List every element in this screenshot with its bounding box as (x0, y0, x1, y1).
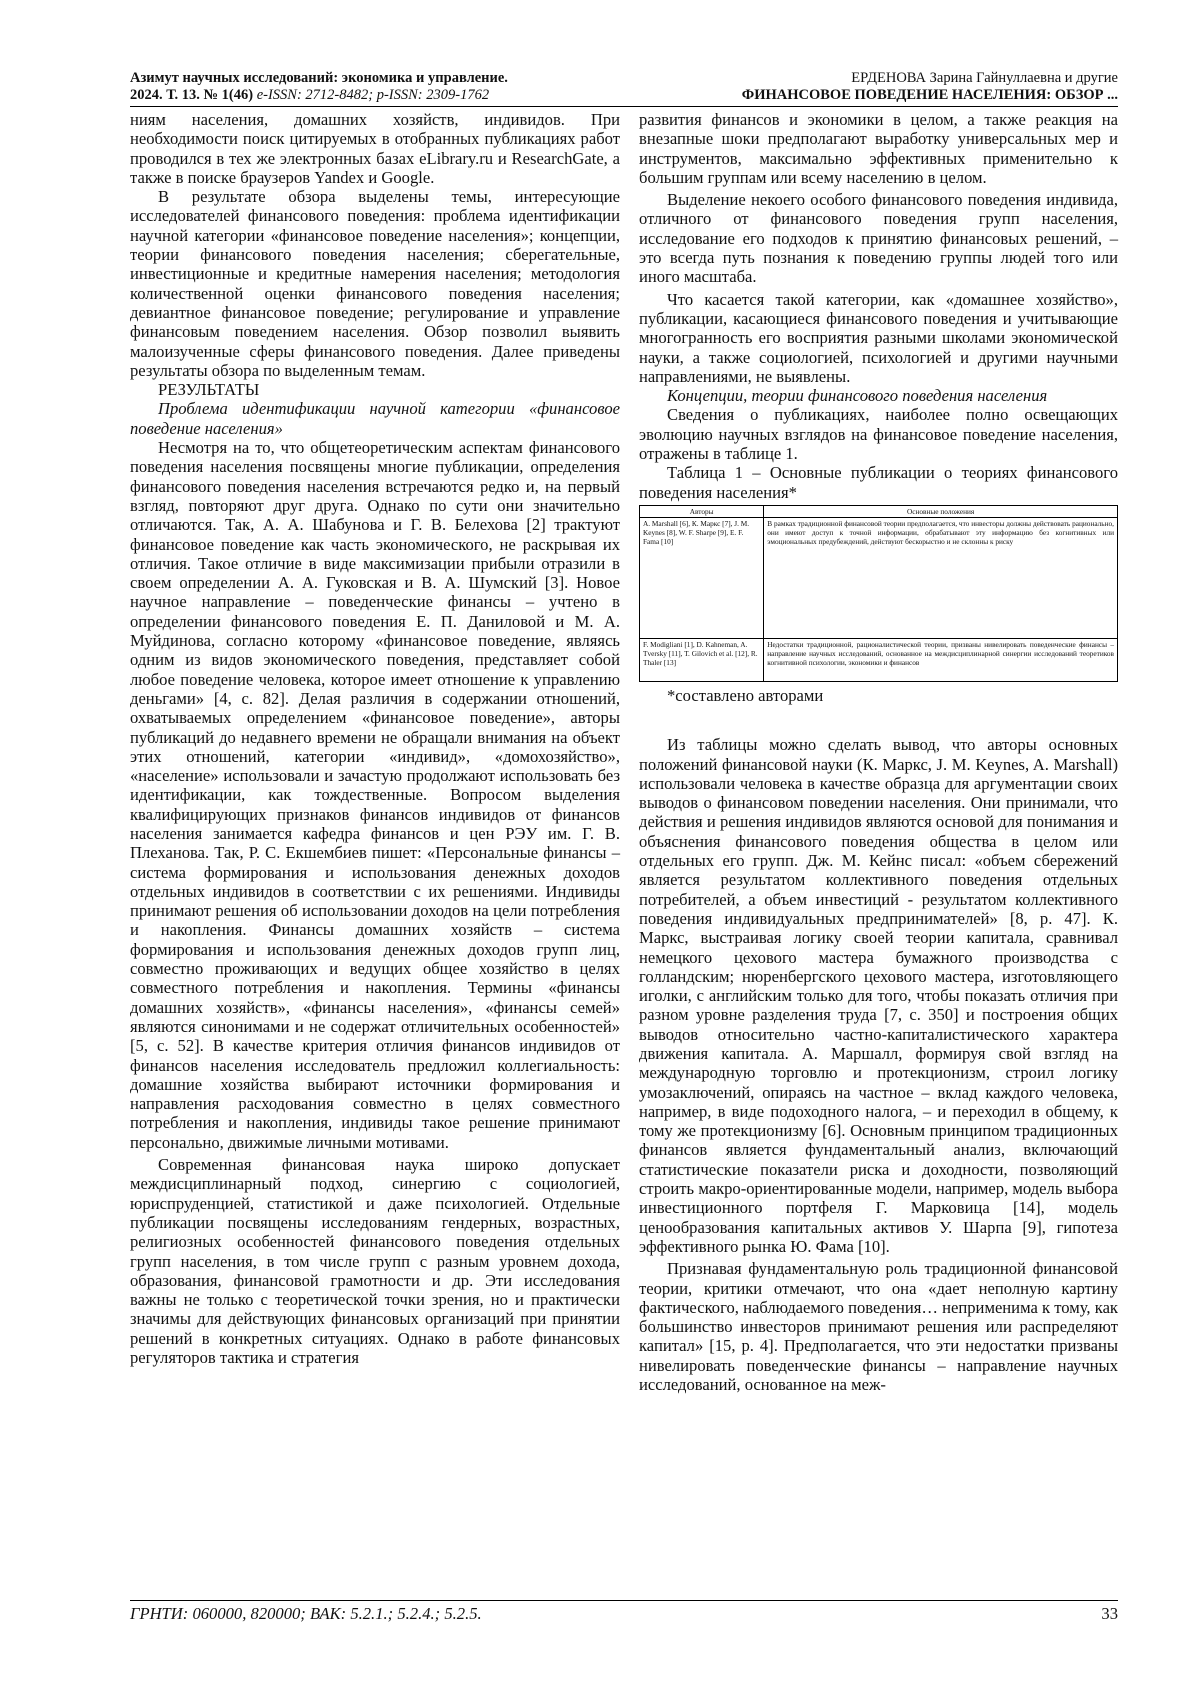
article-authors: ЕРДЕНОВА Зарина Гайнуллаевна и другие (851, 70, 1118, 86)
footer-rule (130, 1600, 1118, 1601)
table-header: Основные положения (764, 505, 1118, 517)
table-1 (639, 505, 1118, 682)
header-rule (130, 106, 1118, 107)
page-number: 33 (1101, 1604, 1118, 1623)
journal-issue: 2024. Т. 13. № 1(46) (130, 87, 254, 103)
paragraph: развития финансов и экономики в целом, а также реакция на внезапные шоки предполагают выработку универсальных мер и инструментов, максимально эффективных применительно к большим группам или всему населению в целом. (639, 110, 1118, 187)
paragraph: Выделение некоего особого финансового поведения индивида, отличного от финансового поведения групп населения, исследование его подходов к принятию финансовых решений, – это всегда путь познания к поведению группы людей того или иного масштаба. (639, 190, 1118, 287)
classification-codes: ГРНТИ: 060000, 820000; ВАК: 5.2.1.; 5.2.4.; 5.2.5. (130, 1604, 482, 1623)
table-caption: Таблица 1 – Основные публикации о теориях финансового поведения населения* (639, 463, 1118, 502)
table-cell-content: Недостатки традиционной, рационалистической теории, призваны нивелировать поведенческие финансы – направление научных исследований, основанное на междисциплинарной синергии исследований теоретиков когнитивной психологии, экономики и финансов (764, 638, 1118, 681)
paragraph: Несмотря на то, что общетеоретическим аспектам финансового поведения населения посвящены многие публикации, определения финансового поведения населения встречаются редко и, на первый взгляд, повторяют друг друга. Однако по сути они значительно отличаются. Так, А. А. Шабунова и Г. В. Белехова [2] трактуют финансовое поведение как часть экономического, не раскрывая их отличия. Такое отличие в виде максимизации прибыли отразили в своем определении А. А. Гуковская и В. А. Шумский [3]. Новое научное направление – поведенческие финансы – учтено в определении финансового поведения Е. П. Даниловой и М. А. Муйдинова, согласно которому «финансовое поведение, являясь одним из видов экономического поведения, представляет собой любое поведение человека, которое имеет отношение к управлению деньгами» [4, с. 82]. Делая различия в содержании отношений, охватываемых определением «финансовое поведение», авторы публикаций до недавнего времени не обращали внимания на объект этих отношений, категории «индивид», «домохозяйство», «население» использовали и зачастую продолжают использовать без идентификации, как тождественные. Вопросом выделения квалифицирующих признаков финансов индивидов от финансов населения занимается кафедра финансов и цен РЭУ им. Г. В. Плеханова. Так, Р. С. Екшембиев пишет: «Персональные финансы – система формирования и использования денежных доходов отдельных индивидов в соответствии с их решениями. Индивиды принимают решения об использовании доходов на цели потребления и накопления. Финансы домашних хозяйств – система формирования и использования денежных доходов групп лиц, совместно проживающих и ведущих общее хозяйство в целях совместного потребления и накопления. Термины «финансы домашних хозяйств», «финансы населения», «финансы семей» являются синонимами и не содержат отличительных особенностей» [5, с. 52]. В качестве критерия отличия финансов индивидов от финансов населения исследователь предложил коллегиальность: домашние хозяйства выбирают источники формирования и направления расходования совместно в целях совместного потребления и накопления, индивиды такое решение принимают персонально, движимые личными мотивами. (130, 438, 620, 1152)
right-column (639, 110, 1118, 1394)
paragraph: ниям населения, домашних хозяйств, индивидов. При необходимости поиск цитируемых в отобранных публикациях работ проводился в тех же электронных базах eLibrary.ru и ResearchGate, а также в поиске браузеров Yandex и Google. (130, 110, 620, 187)
article-title: ФИНАНСОВОЕ ПОВЕДЕНИЕ НАСЕЛЕНИЯ: ОБЗОР ... (741, 87, 1118, 103)
table-row (640, 517, 1118, 638)
paragraph: Сведения о публикациях, наиболее полно освещающих эволюцию научных взглядов на финансовое поведение населения, отражены в таблице 1. (639, 405, 1118, 464)
paragraph: Что касается такой категории, как «домашнее хозяйство», публикации, касающиеся финансового поведения и учитывающие многогранность его восприятия разными школами экономической науки, а также социологией, психологией и другими научными направлениями, не выявлены. (639, 289, 1118, 386)
paragraph: Современная финансовая наука широко допускает междисциплинарный подход, синергию с социологией, юриспруденцией, статистикой и даже психологией. Отдельные публикации посвящены исследованиям гендерных, возрастных, религиозных особенностей финансового поведения отдельных групп населения, в том числе групп с разным уровнем дохода, образования, финансовой грамотности и др. Эти исследования важны не только с теоретической точки зрения, но и практически значимы для действующих финансовых организаций при принятии решений в конкретных ситуациях. Однако в работе финансовых регуляторов тактика и стратегия (130, 1155, 620, 1367)
table-cell-authors: A. Marshall [6], К. Маркс [7], J. M. Keynes [8], W. F. Sharpe [9], E. F. Fama [10] (640, 517, 764, 638)
subsection-heading: Проблема идентификации научной категории «финансовое поведение населения» (130, 399, 620, 438)
article-header (598, 70, 1118, 104)
subsection-heading: Концепции, теории финансового поведения населения (667, 386, 1048, 406)
journal-header (130, 70, 650, 104)
journal-title: Азимут научных исследований: экономика и управление. (130, 70, 508, 86)
paragraph: Из таблицы можно сделать вывод, что авторы основных положений финансовой науки (К. Маркс, J. M. Keynes, A. Marshall) использовали человека в качестве образца для аргументации своих выводов о финансовом поведении населения. Они принимали, что действия и решения индивидов являются основой для понимания и объяснения финансового поведения общества в целом или отдельных его групп. Дж. М. Кейнс писал: «объем сбережений является результатом коллективного поведения отдельных потребителей, а объем инвестиций - результатом коллективного поведения индивидуальных предпринимателей» [8, p. 47]. К. Маркс, выстраивая логику своей теории капитала, сравнивал немецкого цехового мастера бумажного производства с голландским; нюренбергского цехового мастера, изготовляющего иголки, с английским только для того, чтобы показать отличия при разном уровне разделения труда [7, с. 350] и построения общих выводов относительно частно-капиталистического характера движения капитала. А. Маршалл, формируя свой взгляд на международную торговлю и протекционизм, строил логику умозаключений, опираясь на частное – вклад каждого человека, например, в виде подоходного налога, – и переходил в общему, к тому же протекционизму [6]. Основным принципом традиционных финансов является фундаментальный анализ, включающий статистические показатели риска и доходности, позволяющий строить макро-ориентированные модели, например, модель выбора инвестиционного портфеля Г. Марковица [14], модель ценообразования капитальных активов У. Шарпа [9], гипотеза эффективного рынка Ю. Фама [10]. (639, 735, 1118, 1256)
paragraph: Признавая фундаментальную роль традиционной финансовой теории, критики отмечают, что она «дает неполную картину фактического, наблюдаемого поведения… неприменима к тому, как большинство инвесторов принимают решения или распределяют капитал» [15, p. 4]. Предполагается, что эти недостатки призваны нивелировать поведенческие финансы – направление научных исследований, основанное на меж- (639, 1259, 1118, 1395)
paragraph: В результате обзора выделены темы, интересующие исследователей финансового поведения: проблема идентификации научной категории «финансовое поведение населения»; концепции, теории финансового поведения населения; сберегательные, инвестиционные и кредитные намерения населения; методология количественной оценки финансового поведения населения; девиантное финансовое поведение; регулирование и управление финансовым поведением населения. Обзор позволил выявить малоизученные сферы финансового поведения. Далее приведены результаты обзора по выделенным темам. (130, 187, 620, 380)
table-note: *составлено авторами (667, 685, 824, 705)
table-row (640, 638, 1118, 681)
table-cell-content: В рамках традиционной финансовой теории предполагается, что инвесторы должны действовать рационально, они имеют доступ к точной информации, обрабатывают эту информацию без когнитивных или эмоциональных предубеждений, действуют бескорыстно и не склонны к риску (764, 517, 1118, 638)
section-heading: РЕЗУЛЬТАТЫ (158, 380, 260, 400)
table-cell-authors: F. Modigliani [1], D. Kahneman, A. Tversky [11], T. Gilovich et al. [12], R. Thaler [13] (640, 638, 764, 681)
table-header: Авторы (640, 505, 764, 517)
journal-issn: e-ISSN: 2712-8482; p-ISSN: 2309-1762 (256, 87, 490, 103)
left-column (130, 110, 620, 1367)
